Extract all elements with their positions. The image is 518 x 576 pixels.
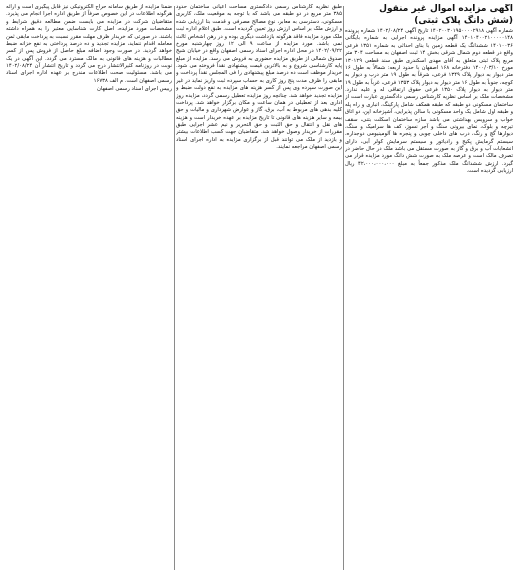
notice-body-right: شماره آگهی ۱۴۰۲۰۰۳۰۱۹۵۰۰۰۰۲۹۱۸ تاریخ آگهی ۱۴۰۲/۰۸/۲۴ شماره پرونده ۱۴۰۱۰۴۰۰۲۱۰۰۰۰۰۱۴۸ آگهی مزایده پرونده اجرایی به شماره بایگانی ۱۴۰۱۰۰۳۶ ششدانگ یک قطعه زمین با بنای احداثی به شماره ۱۳۵۱ فرعی واقع در قطعه دوم شمال شرقی بخش ۱۴ ثبت اصفهان به مساحت ۳۰۴ متر مربع پلاک ثبتی متعلق به آقای مهدی اسکندری طبق سند قطعی ۱۳۰۱۲۹ مورخ ۱۴۰۰/۰۳/۱۰ دفترخانه ۱۶۸ اصفهان با حدود اربعه: شمالاً به طول ۱۶ متر دیوار به دیوار پلاک ۱۳۴۹ فرعی، شرقاً به طول ۱۹ متر درب و دیوار به کوچه، جنوباً به طول ۱۶ متر دیوار به دیوار پلاک ۱۳۵۳ فرعی، غرباً به طول ۱۹ متر دیوار به دیوار پلاک ۱۳۵۰ فرعی حقوق ارتفاقی له و علیه ندارد. مشخصات ملک بر اساس نظریه کارشناس رسمی دادگستری عبارت است از ساختمان مسکونی دو طبقه که طبقه همکف شامل پارکینگ، انباری و راه پله و طبقه اول شامل یک واحد مسکونی با سالن پذیرایی، آشپزخانه اپن، دو اتاق خواب و سرویس بهداشتی می باشد سازه ساختمان اسکلت بتنی، سقف تیرچه و بلوک، نمای بیرونی سنگ و آجر نسوز، کف ها سرامیک و سنگ، دیوارها گچ و رنگ، درب های داخلی چوبی و پنجره ها آلومینیومی دوجداره، سیستم گرمایش پکیج و رادیاتور و سیستم سرمایش کولر آبی، دارای انشعابات آب و برق و گاز به صورت مستقل می باشد ملک در حال حاضر در تصرف مالک است و عرصه ملک به صورت شش دانگ مورد مزایده قرار می گیرد. ارزش ششدانگ ملک مذکور جمعاً به مبلغ ۴۲،۰۰۰،۰۰۰،۰۰۰ ریال ارزیابی گردیده است. xyxy=(345,28,513,175)
notice-title: آگهی مزایده اموال غیر منقول xyxy=(379,4,513,14)
notice-body-middle: طبق نظریه کارشناس رسمی دادگستری مساحت اعیانی ساختمان حدود ۳۸۵ متر مربع در دو طبقه می باشد که با توجه به موقعیت ملک، کاربری مسکونی، دسترسی به معابر، نوع مصالح مصرفی و قدمت بنا ارزیابی شده و ارزش ملک بر اساس ارزش روز تعیین گردیده است. طبق اعلام اداره ثبت ملک مورد مزایده فاقد هرگونه بازداشت دیگری بوده و در رهن اشخاص ثالث نمی باشد. مورد مزایده از ساعت ۹ الی ۱۲ روز چهارشنبه مورخ ۱۴۰۲/۰۹/۲۲ در محل اداره اجرای اسناد رسمی اصفهان واقع در خیابان شیخ صدوق شمالی از طریق مزایده حضوری به فروش می رسد. مزایده از مبلغ پایه کارشناسی شروع و به بالاترین قیمت پیشنهادی نقداً فروخته می شود. خریدار موظف است ده درصد مبلغ پیشنهادی را فی المجلس نقداً پرداخت و مابقی را ظرف مدت پنج روز کاری به حساب سپرده ثبت واریز نماید در غیر این صورت سپرده وی پس از کسر هزینه های مزایده به نفع دولت ضبط و مزایده تجدید خواهد شد. چنانچه روز مزایده تعطیل رسمی گردد، مزایده روز اداری بعد از تعطیلی در همان ساعت و مکان برگزار خواهد شد. پرداخت کلیه بدهی های مربوط به آب، برق، گاز و عوارض شهرداری و مالیات و حق بیمه و سایر هزینه های قانونی تا تاریخ مزایده بر عهده خریدار است و هزینه های نقل و انتقال و حق الثبت و حق التحریر و نیم عشر اجرایی طبق مقررات از خریدار وصول خواهد شد. متقاضیان جهت کسب اطلاعات بیشتر و بازدید از ملک می توانند قبل از برگزاری مزایده به اداره اجرای اسناد رسمی اصفهان مراجعه نمایند. xyxy=(176,4,342,151)
notice-column-middle xyxy=(176,4,342,572)
notice-body-left: ضمناً مزایده از طریق سامانه حراج الکترونیکی نیز قابل پیگیری است و ارائه هرگونه اطلاعات در این خصوص صرفاً از طریق اداره اجرا انجام می پذیرد. متقاضیان شرکت در مزایده می بایست ضمن مطالعه دقیق شرایط و مشخصات مورد مزایده، اصل کارت شناسایی معتبر را به همراه داشته باشند. در صورتی که خریدار ظرف مهلت مقرر نسبت به پرداخت مابقی ثمن معامله اقدام ننماید، مزایده تجدید و ده درصد پرداختی به نفع خزانه ضبط خواهد گردید. در صورت وجود اضافه مبلغ حاصل از فروش پس از کسر مطالبات و هزینه های قانونی به مالک مسترد می گردد. این آگهی در یک نوبت در روزنامه کثیرالانتشار درج می گردد و تاریخ انتشار آن ۱۴۰۲/۰۸/۲۴ می باشد. مسئولیت صحت اطلاعات مندرج بر عهده اداره اجرای اسناد رسمی اصفهان است. م الف ۱۶۷۳۸ xyxy=(6,4,172,84)
notice-signature: رییس اجرای اسناد رسمی اصفهان xyxy=(97,86,172,93)
notice-column-left xyxy=(6,4,172,572)
column-divider xyxy=(174,6,175,570)
column-divider xyxy=(343,6,344,570)
notice-column-right xyxy=(345,4,513,572)
notice-subtitle: (شش دانگ پلاک ثبتی) xyxy=(414,16,513,26)
